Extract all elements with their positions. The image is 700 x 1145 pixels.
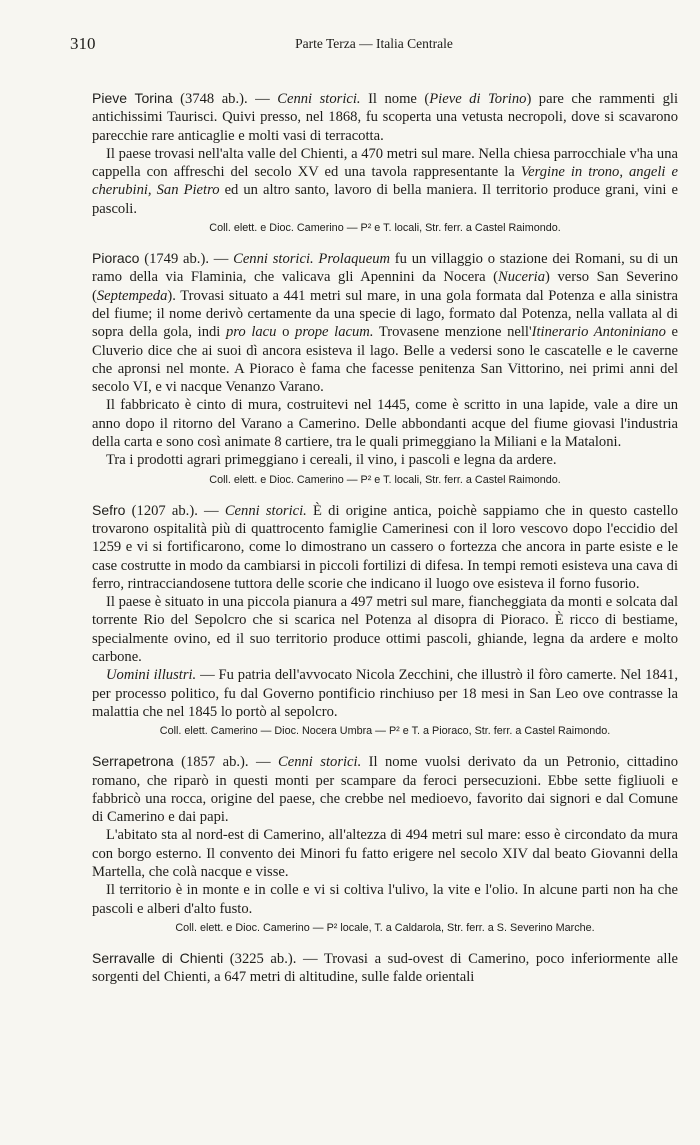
- entry-paragraph: Pioraco (1749 ab.). — Cenni storici. Prolaqueum fu un villaggio o stazione dei Romani, su di un ramo della via Flaminia, che valicava gli Apennini da Nocera (Nuceria) verso San Severino (Septempeda). Trovasi situato a 441 metri sul mare, in una gola formata dal Potenza e alla sinistra del fiume; il nome derivò certamente da una specie di lago, formato dal Potenza, nella vallata al di sopra della gola, indi pro lacu o prope lacum. Trovasene menzione nell'Itinerario Antoniniano e Cluverio dice che ai suoi dì ancora esisteva il lago. Belle a vedersi sono le cascatelle e le caverne che apronsi nel monte. A Pioraco è fama che facesse penitenza San Vittorino, nei primi anni del secolo VI, e vi nacque Venanzo Varano.: [92, 250, 679, 396]
- entry-paragraph: Sefro (1207 ab.). — Cenni storici. È di origine antica, poichè sappiamo che in questo castello trovarono ospitalità più di quattrocento famiglie Camerinesi con il loro vescovo dopo l'eccidio del 1259 e vi si fortificarono, come lo dimostrano un cassero o fortezza che ancora in parte esiste e le case costrutte in modo da cambiarsi in piccoli fortilizi di difesa. In tempi remoti esisteva una cava di ferro, rintracciandosene tuttora delle scorie che indicano il luogo ove esisteva il forno fusorio.: [92, 501, 678, 592]
- collegio-line: Coll. elett. e Dioc. Camerino — P² e T. locali, Str. ferr. a Castel Raimondo.: [209, 222, 561, 235]
- entry-serrapetrona: [92, 752, 678, 936]
- place-name: Pieve Torina: [92, 90, 173, 106]
- place-name: Pioraco: [92, 250, 140, 267]
- entry-serravalle-di-chienti: [92, 949, 678, 987]
- entry-paragraph: Pieve Torina (3748 ab.). — Cenni storici. Il nome (Pieve di Torino) pare che rammenti gli antichissimi Taurisci. Quivi presso, nel 1868, fu scoperta una vetusta necropoli, dove si scavarono parecchie rare anticaglie e molti vasi di terracotta.: [92, 90, 678, 144]
- entry-pioraco: [92, 249, 678, 488]
- running-title: Parte Terza — Italia Centrale: [295, 36, 453, 51]
- collegio-line: Coll. elett. e Dioc. Camerino — P² locale, T. a Caldarola, Str. ferr. a S. Severino Marche.: [175, 921, 595, 934]
- collegio-line: Coll. elett. e Dioc. Camerino — P² e T. locali, Str. ferr. a Castel Raimondo.: [209, 473, 561, 486]
- entry-paragraph: Uomini illustri. — Fu patria dell'avvocato Nicola Zecchini, che illustrò il fòro camerte. Nel 1841, per processo politico, fu dal Governo pontificio rinchiuso per 18 mesi in San Leo ove contrasse la malattia che nel 1845 lo portò al sepolcro.: [92, 667, 679, 720]
- entry-pieve-torina: [92, 89, 678, 236]
- entry-sefro: [92, 501, 678, 740]
- entry-paragraph: Serrapetrona (1857 ab.). — Cenni storici. Il nome vuolsi derivato da un Petronio, cittadino romano, che riparò in questi monti per scampare da feroci persecuzioni. Ebbe sette figliuoli e fabbricò una rocca, origine del paese, che crebbe nel medioevo, favorito dai signori e dal Comune di Camerino e dai papi.: [92, 753, 678, 826]
- page-body: [92, 89, 678, 999]
- entry-paragraph: Il paese è situato in una piccola pianura a 497 metri sul mare, fiancheggiata da monti e solcata dal torrente Rio del Sepolcro che si scarica nel Potenza al disopra di Pioraco. È ricco di bestiame, specialmente ovino, ed il suo territorio produce ottimi pascoli, ghiande, legna da ardere e molto carbone.: [92, 594, 678, 666]
- entry-paragraph: Il territorio è in monte e in colle e vi si coltiva l'ulivo, la vite e l'olio. In alcune parti non ha che pascoli e alberi d'alto fusto.: [92, 882, 678, 917]
- place-name: Serrapetrona: [92, 753, 174, 770]
- collegio-line: Coll. elett. Camerino — Dioc. Nocera Umbra — P² e T. a Pioraco, Str. ferr. a Castel Raimondo.: [159, 725, 611, 738]
- entry-paragraph: L'abitato sta al nord-est di Camerino, all'altezza di 494 metri sul mare: esso è circondato da mura con borgo esterno. Il convento dei Minori fu fatto erigere nel secolo XIV dal beato Giovanni della Martella, che colà nacque e visse.: [92, 827, 678, 880]
- entry-paragraph: Tra i prodotti agrari primeggiano i cereali, il vino, i pascoli e legna da ardere.: [106, 452, 557, 469]
- page-number: 310: [70, 34, 96, 53]
- place-name: Sefro: [92, 501, 126, 518]
- entry-paragraph: Il fabbricato è cinto di mura, costruitevi nel 1445, come è scritto in una lapide, vale a dire un anno dopo il ritorno del Varano a Camerino. Delle abbondanti acque del fiume giovasi l'industria della carta e sono così animate 8 cartiere, tra le quali primeggiano la Miliani e la Mataloni.: [92, 397, 678, 451]
- entry-paragraph: Serravalle di Chienti (3225 ab.). — Trovasi a sud-ovest di Camerino, poco inferiormente alle sorgenti del Chienti, a 647 metri di altitudine, sulle falde orientali: [92, 949, 678, 986]
- place-name: Serravalle di Chienti: [92, 949, 224, 966]
- entry-paragraph: Il paese trovasi nell'alta valle del Chienti, a 470 metri sul mare. Nella chiesa parrocchiale v'ha una cappella con affreschi del secolo XV ed una tavola rappresentante la Vergine in trono, angeli e cherubini, San Pietro ed un altro santo, lavoro di bella maniera. Il territorio produce grani, vini e pascoli.: [92, 145, 679, 217]
